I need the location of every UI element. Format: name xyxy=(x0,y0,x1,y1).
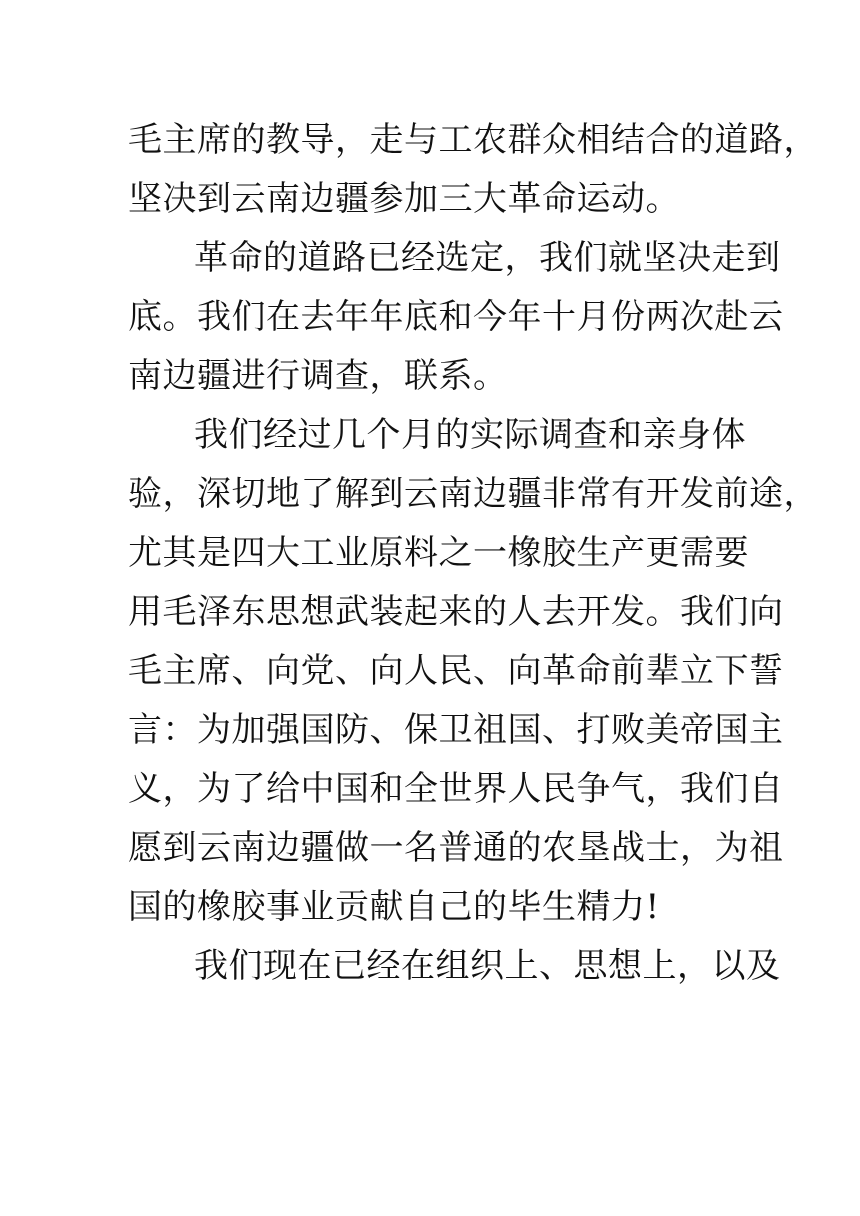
text-line: 底。我们在去年年底和今年十月份两次赴云 xyxy=(128,297,784,337)
text-line: 国的橡胶事业贡献自己的毕生精力! xyxy=(128,887,660,927)
text-line: 毛主席的教导，走与工农群众相结合的道路， xyxy=(128,120,818,160)
text-line: 验，深切地了解到云南边疆非常有开发前途， xyxy=(128,474,818,514)
text-line: 坚决到云南边疆参加三大革命运动。 xyxy=(128,179,680,219)
paragraph-start-line: 革命的道路已经选定，我们就坚决走到 xyxy=(194,238,781,278)
text-line: 用毛泽东思想武装起来的人去开发。我们向 xyxy=(128,592,784,632)
text-line: 义，为了给中国和全世界人民争气，我们自 xyxy=(128,769,784,809)
text-line: 尤其是四大工业原料之一橡胶生产更需要 xyxy=(128,533,749,573)
paragraph-start-line: 我们现在已经在组织上、思想上，以及 xyxy=(194,946,781,986)
text-line: 愿到云南边疆做一名普通的农垦战士，为祖 xyxy=(128,828,784,868)
text-line: 言：为加强国防、保卫祖国、打败美帝国主 xyxy=(128,710,784,750)
document-body xyxy=(128,111,818,996)
text-line: 毛主席、向党、向人民、向革命前辈立下誓 xyxy=(128,651,784,691)
paragraph-start-line: 我们经过几个月的实际调查和亲身体 xyxy=(194,415,746,455)
text-line: 南边疆进行调查，联系。 xyxy=(128,356,508,396)
